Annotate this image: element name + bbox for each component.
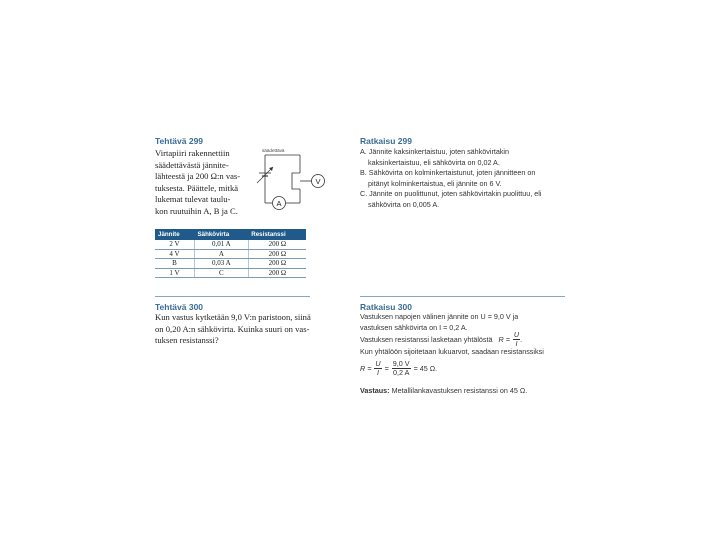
task-299-line: kon ruutuihin A, B ja C. (155, 205, 238, 216)
table-cell: 1 V (155, 268, 195, 278)
table-cell: 2 V (155, 240, 195, 249)
task-299-line: lukemat tulevat taulu- (155, 194, 231, 205)
solution-299-line: sähkövirta on 0,005 A. (368, 199, 440, 209)
formula-period: . (520, 334, 523, 344)
equation-numerator: U (375, 358, 381, 368)
formula-denominator: I (515, 338, 518, 348)
answer-text: Metallilankavastuksen resistanssi on 45 Ω. (391, 386, 528, 395)
table-cell: 0,01 A (195, 240, 249, 249)
table-row (155, 259, 306, 269)
formula-fraction (513, 329, 523, 348)
equation-denominator: I (376, 367, 379, 377)
table-row (155, 240, 306, 249)
table-cell: 200 Ω (248, 268, 306, 278)
table-cell: 200 Ω (248, 249, 306, 259)
solution-300-line: Vastuksen resistanssi lasketaan yhtälöstä (360, 334, 493, 344)
task-299-heading: Tehtävä 299 (155, 136, 204, 146)
task-299-line: lähteestä ja 200 Ω:n vas- (155, 171, 241, 182)
solution-300-heading: Ratkaisu 300 (360, 302, 412, 312)
equation-lhs: R = (360, 363, 372, 373)
equation-fraction-numeric (392, 360, 411, 377)
task-300-text (155, 312, 355, 347)
solution-299-heading: Ratkaisu 299 (360, 136, 412, 146)
solution-300-line: vastuksen sähkövirta on I = 0,2 A. (360, 322, 468, 332)
resistor-icon (292, 173, 300, 189)
formula-lhs: R = (498, 334, 510, 344)
resistance-formula-line (360, 331, 570, 347)
task-300-heading: Tehtävä 300 (155, 302, 204, 312)
table-cell: 200 Ω (248, 240, 306, 249)
circuit-diagram (248, 143, 332, 215)
equation-fraction-symbolic (374, 360, 381, 377)
equation-numerator: 9,0 V (392, 358, 410, 368)
column-header: Resistanssi (248, 229, 306, 240)
table-row (155, 249, 306, 259)
task-299-line: säädettävästä jännite- (155, 159, 229, 170)
resistance-table (155, 229, 306, 278)
solution-299-line: A. Jännite kaksinkertaistuu, joten sähkövirtakin (360, 147, 510, 156)
solution-300-line: Vastuksen napojen välinen jännite on U = 9,0 V ja (360, 312, 519, 321)
answer-line (360, 386, 570, 397)
source-label: säädettävä (262, 148, 285, 153)
solution-299-line: kaksinkertaistuu, eli sähkövirta on 0,02 A. (368, 157, 500, 167)
equation-result: = 45 Ω. (413, 363, 438, 373)
table-cell: 200 Ω (248, 259, 306, 269)
divider-right (360, 296, 565, 297)
table-cell: A (195, 249, 249, 259)
table-cell: B (155, 259, 195, 269)
solution-299-line: B. Sähkövirta on kolminkertaistunut, joten jännitteen on (360, 168, 536, 178)
task-299-line: Virtapiiri rakennettiin (155, 148, 230, 158)
table-cell: 4 V (155, 249, 195, 259)
answer-label: Vastaus: (360, 386, 390, 395)
task-300-line: Kun vastus kytketään 9,0 V:n paristoon, siinä (155, 312, 311, 322)
table-row (155, 268, 306, 278)
divider-left (155, 296, 310, 297)
solution-299-line: C. Jännite on puolittunut, joten sähkövirtakin puolittuu, eli (360, 189, 542, 199)
solution-299-line: pitänyt kolminkertaistua, eli jännite on 6 V. (368, 178, 502, 188)
equation-denominator: 0,2 A (393, 367, 410, 377)
solution-300-text (360, 312, 570, 333)
ammeter-label: A (276, 198, 282, 208)
equation-equals: = (384, 363, 389, 373)
task-299-line: tuksesta. Päättele, mitkä (155, 182, 239, 193)
resistance-equation (360, 358, 437, 378)
table-header-row (155, 229, 306, 240)
formula-numerator: U (513, 329, 520, 339)
task-300-line: on 0,20 A:n sähkövirta. Kuinka suuri on vas- (155, 323, 310, 334)
solution-300-line: Kun yhtälöön sijoitetaan lukuarvot, saadaan resistanssiksi (360, 347, 544, 356)
solution-299-text (360, 147, 570, 211)
table-cell: C (195, 268, 249, 278)
column-header: Sähkövirta (195, 229, 249, 240)
task-300-line: tuksen resistanssi? (155, 335, 219, 346)
table-cell: 0,03 A (195, 259, 249, 269)
voltmeter-label: V (315, 176, 321, 186)
task-299-text (155, 148, 255, 218)
column-header: Jännite (155, 229, 195, 240)
